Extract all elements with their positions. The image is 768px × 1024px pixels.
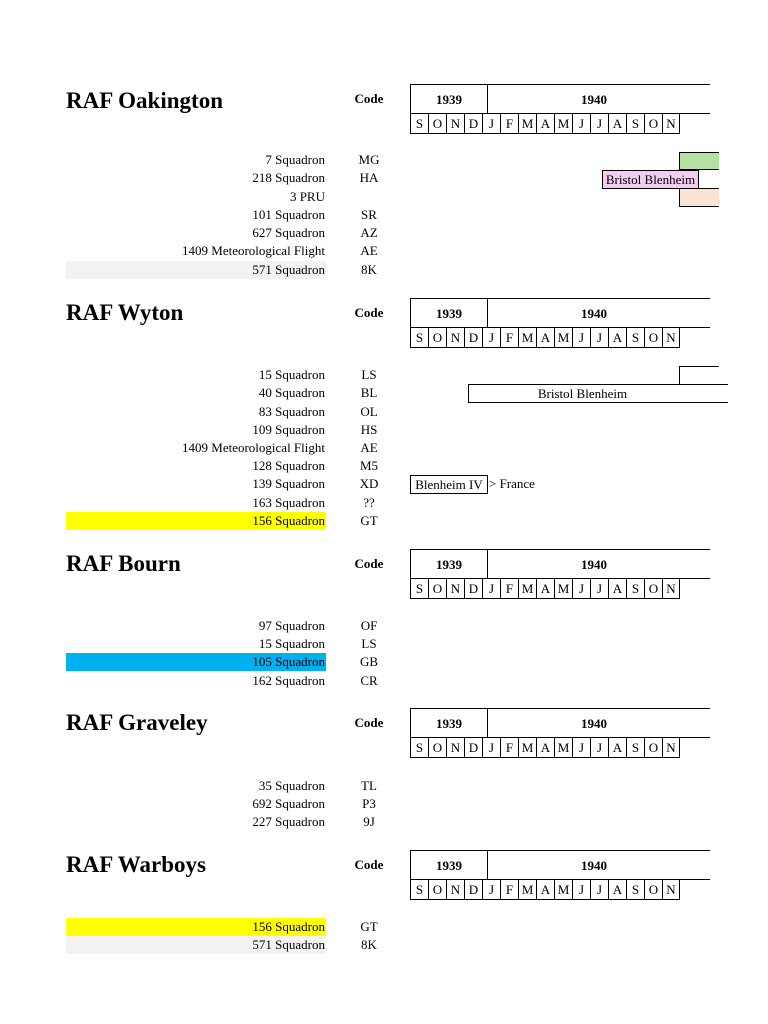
- squadron-code: AE: [360, 440, 378, 455]
- section-title: RAF Oakington: [66, 88, 223, 113]
- timeline-header: [410, 708, 710, 758]
- squadron-code: LS: [361, 367, 377, 382]
- month-cell: A: [608, 738, 626, 758]
- month-cell: M: [554, 880, 572, 900]
- code-header: Code: [354, 556, 384, 571]
- squadron-name: 627 Squadron: [252, 225, 325, 240]
- year-1939-cell: [410, 850, 488, 880]
- year-1939-cell: [410, 298, 488, 328]
- month-cell: A: [608, 114, 626, 134]
- month-cell: D: [464, 579, 482, 599]
- month-cell: N: [446, 328, 464, 348]
- table-row: [0, 918, 768, 936]
- table-row: [0, 813, 768, 831]
- squadron-name: 101 Squadron: [252, 207, 325, 222]
- month-cell: J: [572, 880, 590, 900]
- month-cell: N: [662, 579, 680, 599]
- squadron-name: 40 Squadron: [258, 385, 325, 400]
- month-cell: M: [518, 880, 536, 900]
- year-1939-cell: [410, 549, 488, 579]
- month-cell: S: [626, 328, 644, 348]
- month-cell: D: [464, 880, 482, 900]
- year-1940-cell: [487, 850, 710, 880]
- year-label: 1939: [436, 557, 462, 572]
- squadron-name: 1409 Meteorological Flight: [182, 440, 325, 455]
- month-cell: S: [626, 738, 644, 758]
- month-cell: O: [644, 114, 662, 134]
- month-cell: F: [500, 880, 518, 900]
- month-cell: N: [662, 114, 680, 134]
- month-cell: D: [464, 738, 482, 758]
- timeline-header: [410, 850, 710, 900]
- month-cell: S: [410, 114, 428, 134]
- year-label: 1939: [436, 858, 462, 873]
- month-cell: J: [590, 114, 608, 134]
- code-header: Code: [354, 305, 384, 320]
- squadron-name: 7 Squadron: [265, 152, 325, 167]
- month-cell: M: [518, 328, 536, 348]
- squadron-name: 128 Squadron: [252, 458, 325, 473]
- month-cell: O: [644, 579, 662, 599]
- year-label: 1940: [581, 92, 607, 107]
- month-cell: J: [590, 880, 608, 900]
- squadron-name: 163 Squadron: [252, 495, 325, 510]
- squadron-name: 15 Squadron: [258, 636, 325, 651]
- month-cell: J: [572, 328, 590, 348]
- year-label: 1940: [581, 306, 607, 321]
- month-cell: F: [500, 328, 518, 348]
- month-cell: M: [554, 328, 572, 348]
- squadron-code: P3: [362, 796, 376, 811]
- squadron-code: MG: [358, 152, 380, 167]
- year-label: 1940: [581, 858, 607, 873]
- month-cell: F: [500, 579, 518, 599]
- year-1940-cell: [487, 298, 710, 328]
- squadron-code: LS: [361, 636, 377, 651]
- month-cell: J: [482, 579, 500, 599]
- squadron-name: 571 Squadron: [66, 261, 326, 279]
- month-cell: S: [410, 738, 428, 758]
- month-cell: J: [590, 579, 608, 599]
- month-row: [410, 579, 680, 599]
- month-cell: S: [410, 328, 428, 348]
- table-row: [0, 653, 768, 671]
- table-row: [0, 672, 768, 690]
- squadron-code: BL: [360, 385, 378, 400]
- month-cell: A: [608, 880, 626, 900]
- timeline-header: [410, 84, 710, 134]
- table-row: [0, 151, 768, 169]
- month-cell: A: [536, 114, 554, 134]
- squadron-code: GT: [360, 513, 378, 528]
- month-cell: N: [446, 738, 464, 758]
- month-cell: O: [428, 738, 446, 758]
- squadron-code: 8K: [361, 937, 377, 952]
- squadron-code: 9J: [363, 814, 375, 829]
- month-cell: N: [662, 328, 680, 348]
- month-cell: N: [446, 579, 464, 599]
- section-title: RAF Graveley: [66, 710, 208, 735]
- month-row: [410, 880, 680, 900]
- month-cell: J: [482, 114, 500, 134]
- timeline-header: [410, 549, 710, 599]
- table-row: [0, 512, 768, 530]
- bristol-blenheim-bar: Bristol Blenheim: [468, 384, 728, 403]
- month-cell: F: [500, 114, 518, 134]
- table-row: [0, 494, 768, 512]
- month-cell: M: [518, 738, 536, 758]
- month-cell: M: [518, 579, 536, 599]
- table-row: [0, 457, 768, 475]
- table-row: [0, 936, 768, 954]
- month-cell: O: [428, 579, 446, 599]
- table-row: [0, 206, 768, 224]
- squadron-name: 15 Squadron: [258, 367, 325, 382]
- squadron-code: M5: [359, 458, 379, 473]
- squadron-code: AZ: [360, 225, 378, 240]
- month-cell: S: [410, 880, 428, 900]
- year-label: 1940: [581, 716, 607, 731]
- month-row: [410, 738, 680, 758]
- month-row: [410, 114, 680, 134]
- squadron-name: 105 Squadron: [66, 653, 326, 671]
- squadron-name: 139 Squadron: [252, 476, 325, 491]
- month-cell: D: [464, 328, 482, 348]
- table-row: [0, 617, 768, 635]
- table-row: [0, 242, 768, 260]
- table-row: [0, 366, 768, 384]
- month-cell: J: [482, 328, 500, 348]
- squadron-name: 35 Squadron: [258, 778, 325, 793]
- squadron-name: 692 Squadron: [252, 796, 325, 811]
- month-cell: F: [500, 738, 518, 758]
- code-header: Code: [354, 91, 384, 106]
- table-row: [0, 795, 768, 813]
- squadron-code: CR: [360, 673, 378, 688]
- month-cell: O: [644, 880, 662, 900]
- table-row: [0, 261, 768, 279]
- squadron-code: SR: [361, 207, 377, 222]
- year-label: 1939: [436, 92, 462, 107]
- month-cell: A: [536, 738, 554, 758]
- month-cell: S: [626, 114, 644, 134]
- squadron-name: 156 Squadron: [66, 512, 326, 530]
- month-cell: O: [428, 328, 446, 348]
- squadron-code: XD: [359, 476, 379, 491]
- squadron-code: HS: [360, 422, 378, 437]
- month-cell: S: [626, 880, 644, 900]
- month-cell: N: [446, 114, 464, 134]
- year-label: 1939: [436, 306, 462, 321]
- year-1939-cell: [410, 708, 488, 738]
- table-row: [0, 224, 768, 242]
- month-cell: N: [446, 880, 464, 900]
- year-label: 1939: [436, 716, 462, 731]
- month-cell: N: [662, 738, 680, 758]
- month-cell: A: [536, 328, 554, 348]
- month-cell: J: [482, 880, 500, 900]
- timeline-header: [410, 298, 710, 348]
- year-1940-cell: [487, 84, 710, 114]
- section-title: RAF Bourn: [66, 551, 181, 576]
- month-cell: M: [554, 738, 572, 758]
- table-row: [0, 421, 768, 439]
- white-timeline-bar: [679, 366, 719, 385]
- month-cell: A: [608, 328, 626, 348]
- section-title: RAF Warboys: [66, 852, 206, 877]
- month-cell: A: [536, 880, 554, 900]
- bristol-blenheim-bar: Bristol Blenheim: [602, 170, 699, 189]
- squadron-code: GB: [359, 654, 379, 669]
- table-row: [0, 475, 768, 493]
- month-cell: S: [410, 579, 428, 599]
- squadron-name: 83 Squadron: [258, 404, 325, 419]
- year-1940-cell: [487, 708, 710, 738]
- squadron-name: 97 Squadron: [258, 618, 325, 633]
- squadron-name: 1409 Meteorological Flight: [182, 243, 325, 258]
- squadron-name: 571 Squadron: [66, 936, 326, 954]
- squadron-code: 8K: [361, 262, 377, 277]
- month-cell: J: [482, 738, 500, 758]
- squadron-code: ??: [363, 495, 375, 510]
- squadron-code: AE: [360, 243, 378, 258]
- code-header: Code: [354, 857, 384, 872]
- month-cell: M: [554, 579, 572, 599]
- month-cell: D: [464, 114, 482, 134]
- squadron-name: 156 Squadron: [66, 918, 326, 936]
- table-row: [0, 439, 768, 457]
- year-label: 1940: [581, 557, 607, 572]
- month-cell: S: [626, 579, 644, 599]
- month-row: [410, 328, 680, 348]
- table-row: [0, 403, 768, 421]
- month-cell: J: [572, 738, 590, 758]
- month-cell: A: [608, 579, 626, 599]
- month-cell: J: [572, 579, 590, 599]
- squadron-code: HA: [359, 170, 379, 185]
- year-1939-cell: [410, 84, 488, 114]
- squadron-code: TL: [361, 778, 377, 793]
- squadron-name: 162 Squadron: [252, 673, 325, 688]
- table-row: [0, 777, 768, 795]
- table-row: [0, 635, 768, 653]
- squadron-code: OF: [360, 618, 378, 633]
- squadron-name: 109 Squadron: [252, 422, 325, 437]
- squadron-name: 218 Squadron: [252, 170, 325, 185]
- squadron-name: 227 Squadron: [252, 814, 325, 829]
- section-title: RAF Wyton: [66, 300, 184, 325]
- france-note: > France: [489, 476, 535, 491]
- month-cell: N: [662, 880, 680, 900]
- blenheim-iv-bar: Blenheim IV: [410, 475, 488, 494]
- green-timeline-bar: [679, 152, 719, 170]
- month-cell: M: [554, 114, 572, 134]
- month-cell: J: [590, 328, 608, 348]
- month-cell: O: [644, 738, 662, 758]
- month-cell: O: [428, 880, 446, 900]
- month-cell: O: [428, 114, 446, 134]
- month-cell: A: [536, 579, 554, 599]
- month-cell: J: [572, 114, 590, 134]
- month-cell: J: [590, 738, 608, 758]
- year-1940-cell: [487, 549, 710, 579]
- table-row: [0, 188, 768, 206]
- month-cell: M: [518, 114, 536, 134]
- month-cell: O: [644, 328, 662, 348]
- squadron-code: GT: [360, 919, 378, 934]
- code-header: Code: [354, 715, 384, 730]
- squadron-code: OL: [360, 404, 378, 419]
- peach-timeline-bar: [679, 188, 719, 207]
- squadron-name: 3 PRU: [289, 189, 325, 204]
